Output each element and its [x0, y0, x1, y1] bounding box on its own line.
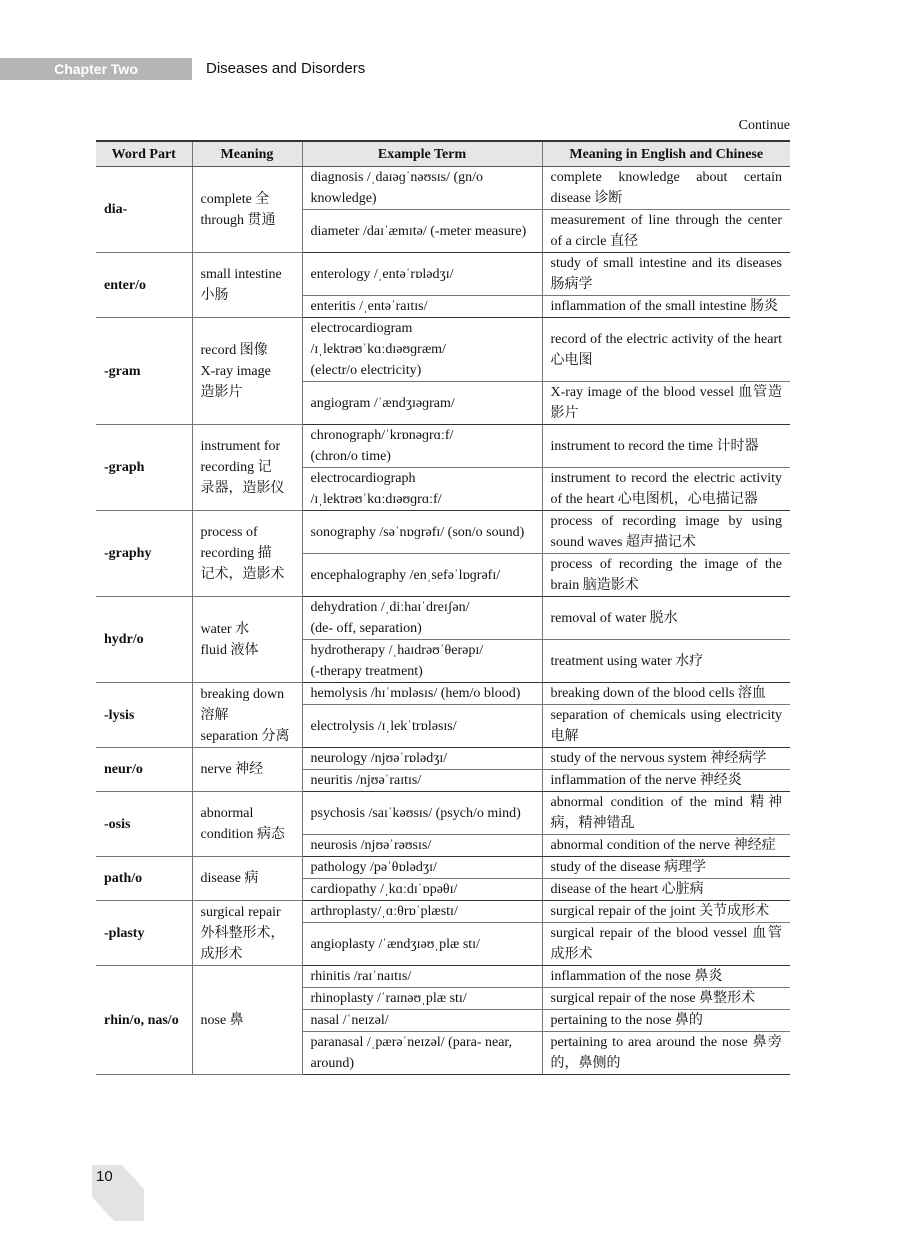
- meaning-cell: process of recording 描 记术，造影术: [192, 511, 302, 597]
- example-term-cell: electrocardiograph /ɪˌlektrəʊˈkɑːdɪəʊɡrɑːf/: [302, 468, 542, 511]
- english-chinese-meaning-cell: study of the disease 病理学: [542, 857, 790, 879]
- english-chinese-meaning-cell: X-ray image of the blood vessel 血管造影片: [542, 382, 790, 425]
- table-row: [96, 901, 790, 923]
- table-row: [96, 966, 790, 988]
- example-term-cell: diameter /daɪˈæmɪtə/ (-meter measure): [302, 210, 542, 253]
- english-chinese-meaning-cell: study of small intestine and its diseases 肠病学: [542, 253, 790, 296]
- example-term-cell: angiogram /ˈændʒɪəɡram/: [302, 382, 542, 425]
- chapter-label: Chapter Two: [54, 61, 138, 77]
- example-term-cell: nasal /ˈneɪzəl/: [302, 1010, 542, 1032]
- example-term-cell: paranasal /ˌpærəˈneɪzəl/ (para- near, around): [302, 1032, 542, 1075]
- meaning-cell: instrument for recording 记 录器，造影仪: [192, 425, 302, 511]
- table-row: [96, 792, 790, 835]
- english-chinese-meaning-cell: process of recording image by using sound waves 超声描记术: [542, 511, 790, 554]
- table-row: [96, 857, 790, 879]
- example-term-cell: arthroplasty/ˌɑːθrɒˈplæstɪ/: [302, 901, 542, 923]
- word-part-cell: -graphy: [96, 511, 192, 597]
- example-term-cell: diagnosis /ˌdaɪəɡˈnəʊsɪs/ (gn/o knowledge): [302, 167, 542, 210]
- english-chinese-meaning-cell: instrument to record the electric activity of the heart 心电图机，心电描记器: [542, 468, 790, 511]
- example-term-cell: hemolysis /hɪˈmɒləsɪs/ (hem/o blood): [302, 683, 542, 705]
- table-row: [96, 425, 790, 468]
- word-part-cell: enter/o: [96, 253, 192, 318]
- word-part-cell: -osis: [96, 792, 192, 857]
- english-chinese-meaning-cell: process of recording the image of the brain 脑造影术: [542, 554, 790, 597]
- example-term-cell: hydrotherapy /ˌhaɪdrəʊˈθerəpɪ/ (-therapy treatment): [302, 640, 542, 683]
- english-chinese-meaning-cell: pertaining to the nose 鼻的: [542, 1010, 790, 1032]
- word-part-cell: -graph: [96, 425, 192, 511]
- english-chinese-meaning-cell: disease of the heart 心脏病: [542, 879, 790, 901]
- column-header: Example Term: [302, 141, 542, 167]
- word-part-cell: -gram: [96, 318, 192, 425]
- column-header: Meaning: [192, 141, 302, 167]
- table-row: [96, 167, 790, 210]
- table-row: [96, 511, 790, 554]
- english-chinese-meaning-cell: measurement of line through the center of a circle 直径: [542, 210, 790, 253]
- meaning-cell: record 图像 X-ray image 造影片: [192, 318, 302, 425]
- english-chinese-meaning-cell: record of the electric activity of the heart 心电图: [542, 318, 790, 382]
- section-title: Diseases and Disorders: [206, 60, 366, 77]
- meaning-cell: nose 鼻: [192, 966, 302, 1075]
- english-chinese-meaning-cell: surgical repair of the joint 关节成形术: [542, 901, 790, 923]
- example-term-cell: electrolysis /ɪˌlekˈtrɒləsɪs/: [302, 705, 542, 748]
- word-part-cell: rhin/o, nas/o: [96, 966, 192, 1075]
- meaning-cell: surgical repair 外科整形术， 成形术: [192, 901, 302, 966]
- example-term-cell: rhinitis /raɪˈnaɪtɪs/: [302, 966, 542, 988]
- english-chinese-meaning-cell: complete knowledge about certain disease 诊断: [542, 167, 790, 210]
- english-chinese-meaning-cell: abnormal condition of the nerve 神经症: [542, 835, 790, 857]
- meaning-cell: small intestine 小肠: [192, 253, 302, 318]
- english-chinese-meaning-cell: abnormal condition of the mind 精神病，精神错乱: [542, 792, 790, 835]
- column-header: Meaning in English and Chinese: [542, 141, 790, 167]
- english-chinese-meaning-cell: surgical repair of the blood vessel 血管成形术: [542, 923, 790, 966]
- word-part-table: [96, 140, 790, 1075]
- example-term-cell: enterology /ˌentəˈrɒlədʒɪ/: [302, 253, 542, 296]
- example-term-cell: chronograph/ˈkrɒnəɡrɑːf/ (chron/o time): [302, 425, 542, 468]
- example-term-cell: neuritis /njʊəˈraɪtɪs/: [302, 770, 542, 792]
- continue-label: Continue: [738, 118, 790, 133]
- english-chinese-meaning-cell: removal of water 脱水: [542, 597, 790, 640]
- column-header: Word Part: [96, 141, 192, 167]
- english-chinese-meaning-cell: pertaining to area around the nose 鼻旁的，鼻侧的: [542, 1032, 790, 1075]
- example-term-cell: psychosis /saɪˈkəʊsɪs/ (psych/o mind): [302, 792, 542, 835]
- table-row: [96, 748, 790, 770]
- example-term-cell: sonography /səˈnɒɡrəfɪ/ (son/o sound): [302, 511, 542, 554]
- meaning-cell: complete 全 through 贯通: [192, 167, 302, 253]
- example-term-cell: pathology /pəˈθɒlədʒɪ/: [302, 857, 542, 879]
- word-part-cell: -plasty: [96, 901, 192, 966]
- english-chinese-meaning-cell: treatment using water 水疗: [542, 640, 790, 683]
- meaning-cell: water 水 fluid 液体: [192, 597, 302, 683]
- meaning-cell: breaking down 溶解 separation 分离: [192, 683, 302, 748]
- english-chinese-meaning-cell: instrument to record the time 计时器: [542, 425, 790, 468]
- word-part-cell: hydr/o: [96, 597, 192, 683]
- english-chinese-meaning-cell: breaking down of the blood cells 溶血: [542, 683, 790, 705]
- english-chinese-meaning-cell: study of the nervous system 神经病学: [542, 748, 790, 770]
- example-term-cell: angioplasty /ˈændʒɪəʊˌplæ stɪ/: [302, 923, 542, 966]
- example-term-cell: electrocardiogram /ɪˌlektrəʊˈkɑːdɪəʊɡræm/ (electr/o electricity): [302, 318, 542, 382]
- meaning-cell: nerve 神经: [192, 748, 302, 792]
- table-row: [96, 597, 790, 640]
- english-chinese-meaning-cell: inflammation of the nerve 神经炎: [542, 770, 790, 792]
- english-chinese-meaning-cell: inflammation of the small intestine 肠炎: [542, 296, 790, 318]
- word-part-cell: -lysis: [96, 683, 192, 748]
- table-row: [96, 253, 790, 296]
- table-row: [96, 318, 790, 382]
- word-part-cell: neur/o: [96, 748, 192, 792]
- example-term-cell: neurosis /njʊəˈrəʊsɪs/: [302, 835, 542, 857]
- english-chinese-meaning-cell: separation of chemicals using electricity 电解: [542, 705, 790, 748]
- table-body: [96, 167, 790, 1075]
- example-term-cell: neurology /njʊəˈrɒlədʒɪ/: [302, 748, 542, 770]
- page-number: 10: [96, 1168, 113, 1185]
- word-part-cell: dia-: [96, 167, 192, 253]
- example-term-cell: dehydration /ˌdiːhaɪˈdreɪʃən/ (de- off, separation): [302, 597, 542, 640]
- example-term-cell: rhinoplasty /ˈraɪnəʊˌplæ stɪ/: [302, 988, 542, 1010]
- meaning-cell: disease 病: [192, 857, 302, 901]
- table-row: [96, 683, 790, 705]
- english-chinese-meaning-cell: surgical repair of the nose 鼻整形术: [542, 988, 790, 1010]
- english-chinese-meaning-cell: inflammation of the nose 鼻炎: [542, 966, 790, 988]
- table-header-row: [96, 141, 790, 167]
- meaning-cell: abnormal condition 病态: [192, 792, 302, 857]
- example-term-cell: encephalography /enˌsefəˈlɒɡrəfɪ/: [302, 554, 542, 597]
- example-term-cell: enteritis /ˌentəˈraɪtɪs/: [302, 296, 542, 318]
- word-part-cell: path/o: [96, 857, 192, 901]
- example-term-cell: cardiopathy /ˌkɑːdɪˈɒpəθɪ/: [302, 879, 542, 901]
